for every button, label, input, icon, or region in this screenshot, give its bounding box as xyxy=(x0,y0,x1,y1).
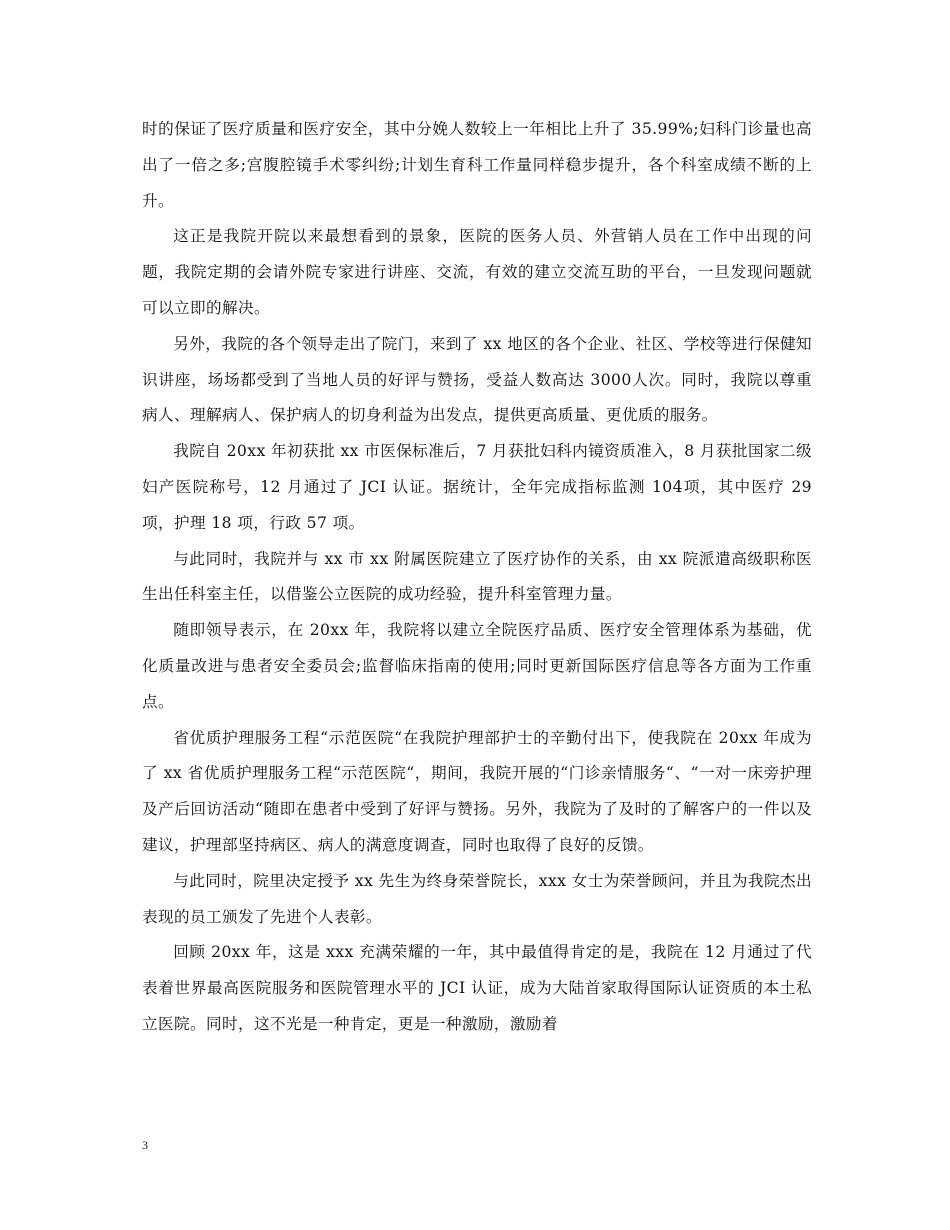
paragraph-9: 回顾 20xx 年，这是 xxx 充满荣耀的一年，其中最值得肯定的是，我院在 12 月通过了代表着世界最高医院服务和医院管理水平的 JCI 认证，成为大陆首家取得国际认证资质的本土私立医院。同时，这不光是一种肯定，更是一种激励，激励着 xyxy=(142,943,812,1033)
page-number: 3 xyxy=(142,1138,148,1152)
paragraph-4: 我院自 20xx 年初获批 xx 市医保标准后，7 月获批妇科内镜资质准入，8 月获批国家二级妇产医院称号，12 月通过了 JCI 认证。据统计，全年完成指标监测 104项，其中医疗 29 项，护理 18 项，行政 57 项。 xyxy=(142,442,812,532)
paragraph-3: 另外，我院的各个领导走出了院门，来到了 xx 地区的各个企业、社区、学校等进行保健知识讲座，场场都受到了当地人员的好评与赞扬，受益人数高达 3000人次。同时，我院以尊重病人、理解病人、保护病人的切身利益为出发点，提供更高质量、更优质的服务。 xyxy=(142,334,812,425)
document-body xyxy=(142,112,812,1043)
paragraph-5: 与此同时，我院并与 xx 市 xx 附属医院建立了医疗协作的关系，由 xx 院派遣高级职称医生出任科室主任，以借鉴公立医院的成功经验，提升科室管理力量。 xyxy=(142,549,812,604)
paragraph-2: 这正是我院开院以来最想看到的景象，医院的医务人员、外营销人员在工作中出现的问题，我院定期的会请外院专家进行讲座、交流，有效的建立交流互助的平台，一旦发现问题就可以立即的解决。 xyxy=(142,227,812,317)
paragraph-1: 时的保证了医疗质量和医疗安全，其中分娩人数较上一年相比上升了 35.99%;妇科门诊量也高出了一倍之多;宫腹腔镜手术零纠纷;计划生育科工作量同样稳步提升，各个科室成绩不断的上升。 xyxy=(142,120,812,210)
paragraph-7: 省优质护理服务工程“示范医院“在我院护理部护士的辛勤付出下，使我院在 20xx 年成为了 xx 省优质护理服务工程“示范医院“，期间，我院开展的“门诊亲情服务“、“一对一床旁护理及产后回访活动“随即在患者中受到了好评与赞扬。另外，我院为了及时的了解客户的一件以及建议，护理部坚持病区、病人的满意度调查，同时也取得了良好的反馈。 xyxy=(142,728,812,854)
paragraph-8: 与此同时，院里决定授予 xx 先生为终身荣誉院长，xxx 女士为荣誉顾问，并且为我院杰出表现的员工颁发了先进个人表彰。 xyxy=(142,871,812,926)
paragraph-6: 随即领导表示，在 20xx 年，我院将以建立全院医疗品质、医疗安全管理体系为基础，优化质量改进与患者安全委员会;监督临床指南的使用;同时更新国际医疗信息等各方面为工作重点。 xyxy=(142,621,812,711)
